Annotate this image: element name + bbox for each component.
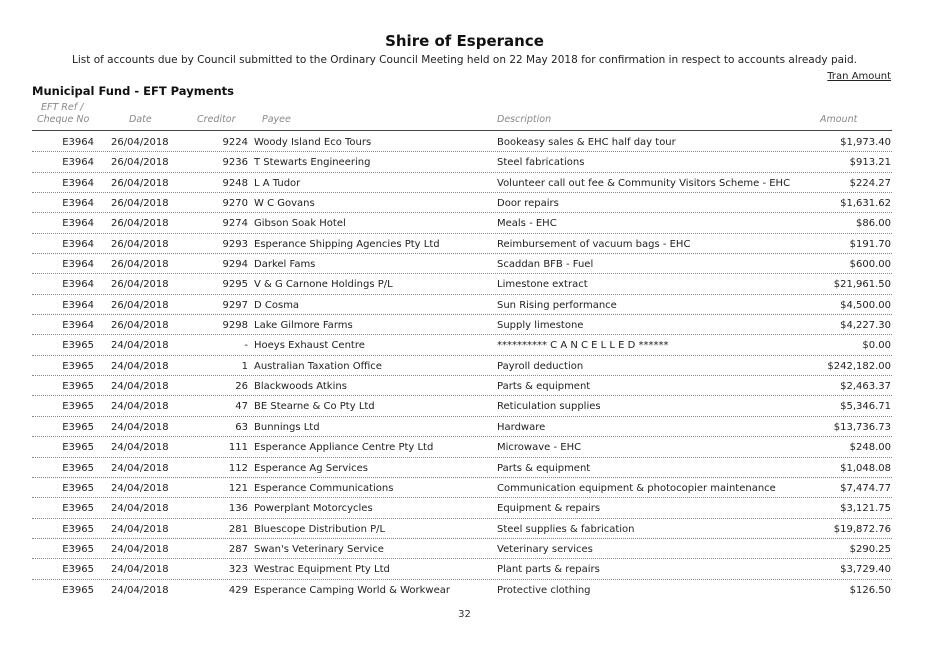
table-row [0,478,929,498]
row-amount: $1,973.40 [840,137,891,148]
row-date: 24/04/2018 [111,482,169,494]
row-ref: E3964 [62,299,94,311]
row-ref: E3964 [62,259,94,271]
column-header-payee: Payee [262,114,291,125]
row-payee: Esperance Appliance Centre Pty Ltd [254,442,434,454]
row-description: Payroll deduction [497,360,584,372]
row-amount: $13,736.73 [833,421,891,433]
table-row [0,498,929,518]
row-amount: $600.00 [849,259,891,271]
row-amount: $191.70 [849,238,891,250]
row-ref: E3965 [62,482,94,494]
row-ref: E3965 [62,360,94,372]
table-row [0,356,929,376]
row-amount: $5,346.71 [840,401,891,413]
row-date: 24/04/2018 [111,340,169,352]
row-amount: $21,961.50 [833,279,891,291]
table-row [0,580,929,600]
row-amount: $248.00 [849,442,891,454]
row-ref: E3965 [62,442,94,454]
document-subtitle: List of accounts due by Council submitted to the Ordinary Council Meeting held on 22 May 2018 for confirmation in respect to accounts already paid. [72,54,857,66]
row-date: 26/04/2018 [111,238,169,250]
row-ref: E3965 [62,401,94,413]
row-payee: Blackwoods Atkins [254,381,347,393]
row-creditor: 63 [235,421,248,433]
column-header-ref-line1: EFT Ref / [41,102,84,113]
header-divider [32,130,892,131]
row-date: 26/04/2018 [111,177,169,189]
table-row [0,213,929,233]
table-row [0,376,929,396]
column-header-ref-line2: Cheque No [37,114,90,125]
table-row [0,274,929,294]
row-payee: W C Govans [254,198,315,210]
row-amount: $7,474.77 [840,482,891,494]
row-ref: E3964 [62,177,94,189]
row-description: Hardware [497,421,546,433]
row-date: 24/04/2018 [111,564,169,576]
row-payee: Esperance Ag Services [254,462,368,474]
row-payee: Westrac Equipment Pty Ltd [254,564,390,576]
row-date: 24/04/2018 [111,503,169,515]
row-creditor: 287 [228,543,248,555]
row-payee: Bunnings Ltd [254,421,320,433]
row-payee: BE Stearne & Co Pty Ltd [254,401,375,413]
row-date: 24/04/2018 [111,360,169,372]
row-description: Sun Rising performance [497,299,617,311]
row-amount: $3,729.40 [840,564,891,576]
table-row [0,417,929,437]
row-payee: Powerplant Motorcycles [254,503,373,515]
row-date: 26/04/2018 [111,198,169,210]
row-creditor: - [244,340,248,352]
row-creditor: 1 [241,360,248,372]
column-header-description: Description [497,114,552,125]
row-amount: $2,463.37 [840,381,891,393]
row-description: Scaddan BFB - Fuel [497,259,594,271]
row-date: 24/04/2018 [111,381,169,393]
row-date: 26/04/2018 [111,299,169,311]
table-row [0,234,929,254]
row-creditor: 9224 [222,137,248,148]
row-ref: E3964 [62,137,94,148]
row-creditor: 9295 [222,279,248,291]
row-payee: Esperance Shipping Agencies Pty Ltd [254,238,440,250]
row-creditor: 281 [228,523,248,535]
row-description: Plant parts & repairs [497,564,600,576]
row-payee: Swan's Veterinary Service [254,543,384,555]
row-ref: E3965 [62,584,94,596]
row-date: 26/04/2018 [111,157,169,169]
row-description: Meals - EHC [497,218,557,230]
row-description: Supply limestone [497,320,584,332]
row-creditor: 9294 [222,259,248,271]
row-ref: E3965 [62,340,94,352]
row-creditor: 9270 [222,198,248,210]
payments-table-body [0,132,929,600]
row-date: 24/04/2018 [111,421,169,433]
row-date: 26/04/2018 [111,320,169,332]
table-row [0,193,929,213]
row-ref: E3965 [62,421,94,433]
row-amount: $242,182.00 [827,360,891,372]
row-amount: $290.25 [849,543,891,555]
row-amount: $1,631.62 [840,198,891,210]
row-creditor: 9274 [222,218,248,230]
table-row [0,458,929,478]
row-payee: Gibson Soak Hotel [254,218,346,230]
row-date: 24/04/2018 [111,543,169,555]
row-amount: $1,048.08 [840,462,891,474]
page-number: 32 [458,609,471,620]
table-row [0,559,929,579]
row-description: Door repairs [497,198,559,210]
row-description: Equipment & repairs [497,503,601,515]
row-ref: E3964 [62,198,94,210]
table-row [0,437,929,457]
row-date: 26/04/2018 [111,218,169,230]
row-description: Reimbursement of vacuum bags - EHC [497,238,691,250]
row-description: Veterinary services [497,543,593,555]
row-ref: E3965 [62,381,94,393]
row-creditor: 9293 [222,238,248,250]
row-ref: E3964 [62,320,94,332]
column-header-date: Date [129,114,152,125]
row-ref: E3965 [62,462,94,474]
row-amount: $4,500.00 [840,299,891,311]
row-date: 26/04/2018 [111,279,169,291]
row-creditor: 429 [228,584,248,596]
row-description: Parts & equipment [497,381,591,393]
row-ref: E3965 [62,543,94,555]
row-creditor: 9236 [222,157,248,169]
row-amount: $224.27 [849,177,891,189]
row-creditor: 9297 [222,299,248,311]
row-description: Bookeasy sales & EHC half day tour [497,137,676,148]
row-payee: Australian Taxation Office [254,360,382,372]
table-row [0,132,929,152]
row-creditor: 26 [235,381,248,393]
table-row [0,396,929,416]
row-description: Limestone extract [497,279,588,291]
table-row [0,539,929,559]
row-description: Steel supplies & fabrication [497,523,635,535]
row-creditor: 47 [235,401,248,413]
column-header-creditor: Creditor [197,114,236,125]
row-payee: T Stewarts Engineering [254,157,371,169]
row-description: Volunteer call out fee & Community Visitors Scheme - EHC [497,177,791,189]
row-creditor: 136 [228,503,248,515]
row-ref: E3964 [62,157,94,169]
row-creditor: 112 [228,462,248,474]
document-title: Shire of Esperance [385,32,544,50]
row-creditor: 121 [228,482,248,494]
row-creditor: 9298 [222,320,248,332]
row-date: 24/04/2018 [111,462,169,474]
row-description: Communication equipment & photocopier maintenance [497,482,776,494]
row-amount: $913.21 [849,157,891,169]
row-ref: E3965 [62,523,94,535]
row-date: 24/04/2018 [111,442,169,454]
table-row [0,295,929,315]
row-payee: Esperance Camping World & Workwear [254,584,450,596]
row-amount: $126.50 [849,584,891,596]
row-description: Steel fabrications [497,157,585,169]
table-row [0,152,929,172]
row-description: Microwave - EHC [497,442,582,454]
row-date: 24/04/2018 [111,523,169,535]
row-date: 24/04/2018 [111,584,169,596]
table-row [0,519,929,539]
row-amount: $3,121.75 [840,503,891,515]
row-ref: E3964 [62,218,94,230]
row-payee: Hoeys Exhaust Centre [254,340,365,352]
row-payee: D Cosma [254,299,300,311]
row-amount: $0.00 [862,340,891,352]
row-ref: E3965 [62,564,94,576]
column-header-amount: Amount [820,114,858,125]
row-creditor: 9248 [222,177,248,189]
row-ref: E3965 [62,503,94,515]
section-heading: Municipal Fund - EFT Payments [32,84,235,98]
row-creditor: 111 [228,442,248,454]
table-row [0,254,929,274]
table-row [0,173,929,193]
row-amount: $4,227.30 [840,320,891,332]
row-ref: E3964 [62,279,94,291]
row-description: Protective clothing [497,584,591,596]
tran-amount-label: Tran Amount [827,71,891,82]
row-description: ********** C A N C E L L E D ****** [497,340,669,352]
row-creditor: 323 [228,564,248,576]
row-description: Parts & equipment [497,462,591,474]
row-payee: Esperance Communications [254,482,394,494]
table-row [0,335,929,355]
row-amount: $19,872.76 [833,523,891,535]
row-amount: $86.00 [856,218,891,230]
row-payee: Bluescope Distribution P/L [254,523,386,535]
row-date: 24/04/2018 [111,401,169,413]
row-description: Reticulation supplies [497,401,601,413]
row-date: 26/04/2018 [111,259,169,271]
row-date: 26/04/2018 [111,137,169,148]
row-payee: Darkel Fams [254,259,316,271]
row-payee: L A Tudor [254,177,301,189]
row-payee: V & G Carnone Holdings P/L [254,279,393,291]
row-payee: Lake Gilmore Farms [254,320,353,332]
table-row [0,315,929,335]
row-ref: E3964 [62,238,94,250]
row-payee: Woody Island Eco Tours [254,137,372,148]
